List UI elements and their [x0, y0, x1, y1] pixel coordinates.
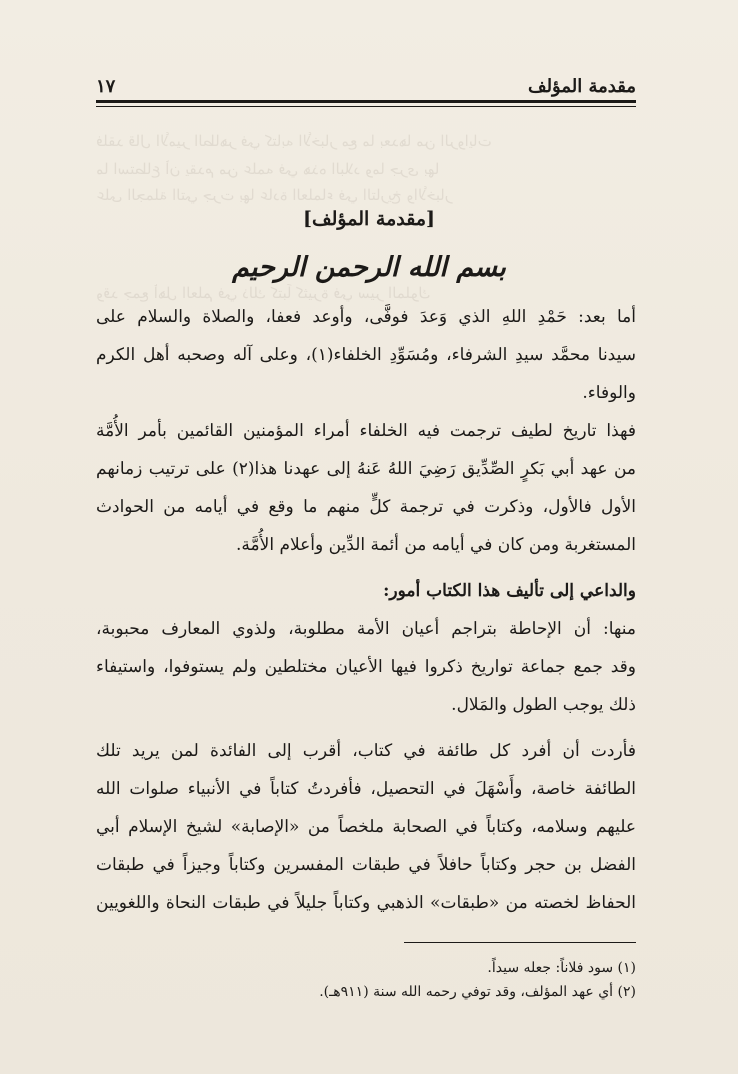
footnote: (٢) أي عهد المؤلف، وقد توفي رحمه الله سنة (٩١١هـ). [319, 984, 636, 1000]
bleed-through-line: وقد جمع أهل العلم في ذلك كتباً كثيرة في سير الملوك [96, 284, 431, 302]
text-line: الحفاظ لخصته من «طبقات» الذهبي وكتاباً جليلاً في طبقات النحاة واللغويين [96, 893, 636, 913]
bleed-through-line: على الجملة التي جرت بها عادة العلماء في التاريخ والأخبار [96, 186, 453, 204]
section-title: [مقدمة المؤلف] [302, 208, 436, 230]
text-line: والوفاء. [582, 383, 636, 403]
text-line: أما بعد: حَمْدِ اللهِ الذي وَعدَ فوفَّى، وأوعد فعفا، والصلاة والسلام على [96, 307, 636, 327]
bleed-through-line: ما استطاع أن يقدم من علمه في هذه البلاد وما جرى بها [96, 160, 440, 178]
text-line: عليهم وسلامه، وكتاباً في الصحابة ملخصاً من «الإصابة» لشيخ الإسلام أبي [96, 817, 636, 837]
text-line: الطائفة خاصة، وأَسْهَلَ في التحصيل، فأفردتُ كتاباً في الأنبياء صلوات الله [96, 779, 636, 799]
footnotes [96, 956, 636, 1004]
header-rule-thin [96, 106, 636, 107]
paragraph-gap [96, 724, 636, 732]
text-line: فأردت أن أفرد كل طائفة في كتاب، أقرب إلى الفائدة لمن يريد تلك [96, 741, 636, 761]
paragraph-gap [96, 564, 636, 572]
text-line: ذلك يوجب الطول والمَلال. [451, 695, 636, 715]
page-number: ١٧ [96, 76, 116, 97]
text-line: الأول فالأول، وذكرت في ترجمة كلٍّ منهم ما وقع في أيامه من الحوادث [96, 497, 636, 517]
text-line: وقد جمع جماعة تواريخ ذكروا فيها الأعيان مختلطين ولم يستوفوا، واستيفاء [96, 657, 636, 677]
text-line: سيدنا محمَّد سيدِ الشرفاء، ومُسَوِّدِ الخلفاء(١)، وعلى آله وصحبه أهل الكرم [96, 345, 636, 365]
header-rule [96, 100, 636, 103]
text-line: منها: أن الإحاطة بتراجم أعيان الأمة مطلوبة، ولذوي المعارف محبوبة، [96, 619, 636, 639]
basmala-calligraphy: بسم الله الرحمن الرحيم [232, 252, 506, 283]
text-line: من عهد أبي بَكرٍ الصِّدِّيق رَضِيَ اللهُ عَنهُ إلى عهدنا هذا(٢) على ترتيب زمانهم [96, 459, 636, 479]
subheading-line: والداعي إلى تأليف هذا الكتاب أمور: [383, 581, 636, 601]
footnote-rule [404, 942, 636, 943]
text-line: المستغربة ومن كان في أيامه من أئمة الدِّين وأعلام الأُمَّة. [236, 535, 636, 555]
body-text [96, 298, 636, 922]
text-line: فهذا تاريخ لطيف ترجمت فيه الخلفاء أمراء المؤمنين القائمين بأمر الأُمَّة [96, 421, 636, 441]
text-line: الفضل بن حجر وكتاباً حافلاً في طبقات المفسرين وكتاباً وجيزاً في طبقات [96, 855, 636, 875]
running-title: مقدمة المؤلف [527, 76, 636, 97]
footnote: (١) سود فلاناً: جعله سيداً. [487, 960, 636, 976]
bleed-through-line: فلقد قال الأمير الطاهر في كتابه الأخبار مع ما بعدها من الروايات [96, 132, 492, 150]
